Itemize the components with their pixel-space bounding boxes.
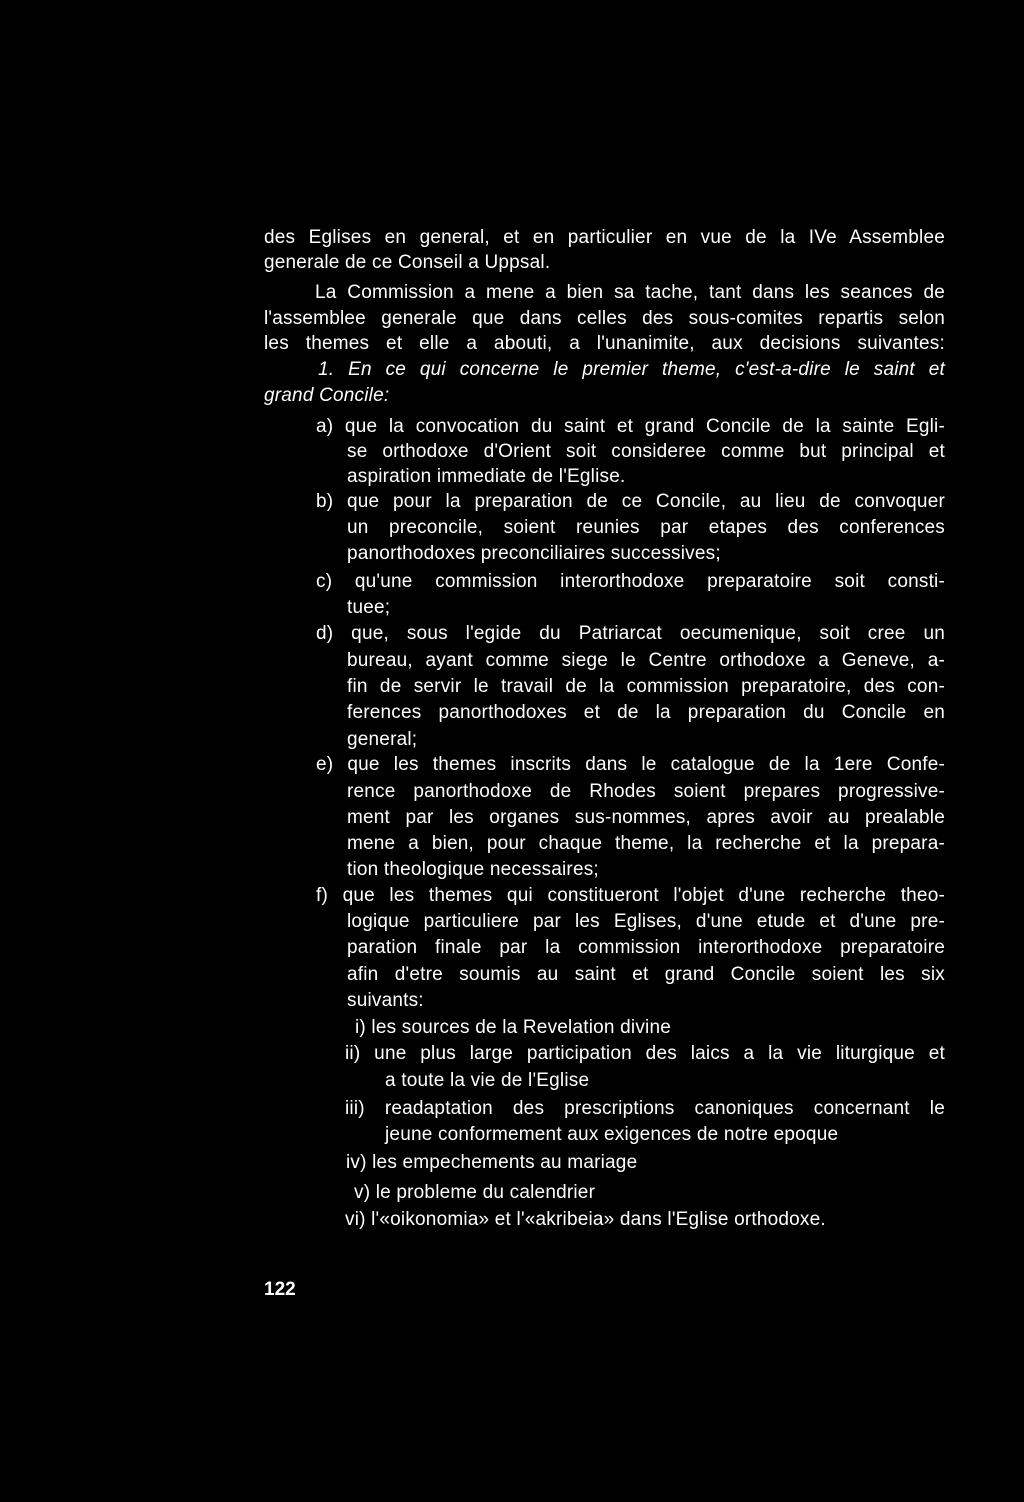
text-line: panorthodoxes preconciliaires successives; — [347, 543, 721, 564]
list-item-f: f) que les themes qui constitueront l'objet d'une recherche theo- — [316, 885, 945, 906]
list-item-d: d) que, sous l'egide du Patriarcat oecumenique, soit cree un — [316, 623, 945, 644]
sub-item-iii: iii) readaptation des prescriptions canoniques concernant le — [345, 1098, 945, 1119]
text-line: 1. En ce qui concerne le premier theme, c'est-a-dire le saint et — [318, 359, 945, 380]
sub-item-vi: vi) l'«oikonomia» et l'«akribeia» dans l'Eglise orthodoxe. — [345, 1209, 826, 1230]
text-line: jeune conformement aux exigences de notre epoque — [385, 1124, 839, 1145]
text-line: suivants: — [347, 990, 424, 1011]
list-item-b: b) que pour la preparation de ce Concile, au lieu de convoquer — [316, 491, 945, 512]
sub-item-iv: iv) les empechements au mariage — [346, 1152, 638, 1173]
sub-item-v: v) le probleme du calendrier — [354, 1182, 596, 1203]
page-number: 122 — [264, 1279, 296, 1300]
text-line: general; — [347, 729, 418, 750]
list-item-c: c) qu'une commission interorthodoxe preparatoire soit consti- — [316, 571, 945, 592]
text-line: La Commission a mene a bien sa tache, tant dans les seances de — [315, 282, 945, 303]
text-line: logique particuliere par les Eglises, d'une etude et d'une pre- — [347, 911, 945, 932]
text-line: des Eglises en general, et en particulier en vue de la IVe Assemblee — [264, 227, 945, 248]
text-line: generale de ce Conseil a Uppsal. — [264, 252, 551, 273]
sub-item-ii: ii) une plus large participation des laics a la vie liturgique et — [345, 1043, 945, 1064]
text-line: l'assemblee generale que dans celles des sous-comites repartis selon — [264, 308, 945, 329]
text-line: tuee; — [347, 597, 391, 618]
text-line: les themes et elle a abouti, a l'unanimite, aux decisions suivantes: — [264, 333, 945, 354]
text-line: grand Concile: — [264, 385, 390, 406]
text-line: afin d'etre soumis au saint et grand Concile soient les six — [347, 964, 945, 985]
list-item-a: a) que la convocation du saint et grand Concile de la sainte Egli- — [316, 416, 945, 437]
text-line: tion theologique necessaires; — [347, 859, 599, 880]
text-line: a toute la vie de l'Eglise — [385, 1070, 590, 1091]
text-line: bureau, ayant comme siege le Centre orthodoxe a Geneve, a- — [347, 650, 945, 671]
text-line: ferences panorthodoxes et de la preparation du Concile en — [347, 702, 945, 723]
text-line: fin de servir le travail de la commission preparatoire, des con- — [347, 676, 945, 697]
text-line: aspiration immediate de l'Eglise. — [347, 466, 626, 487]
text-line: un preconcile, soient reunies par etapes des conferences — [347, 517, 945, 538]
list-item-e: e) que les themes inscrits dans le catalogue de la 1ere Confe- — [316, 754, 945, 775]
text-line: se orthodoxe d'Orient soit consideree comme but principal et — [347, 441, 945, 462]
text-line: mene a bien, pour chaque theme, la recherche et la prepara- — [347, 833, 945, 854]
text-line: ment par les organes sus-nommes, apres avoir au prealable — [347, 807, 945, 828]
text-line: paration finale par la commission interorthodoxe preparatoire — [347, 937, 945, 958]
sub-item-i: i) les sources de la Revelation divine — [355, 1017, 671, 1038]
text-line: rence panorthodoxe de Rhodes soient prepares progressive- — [347, 781, 945, 802]
